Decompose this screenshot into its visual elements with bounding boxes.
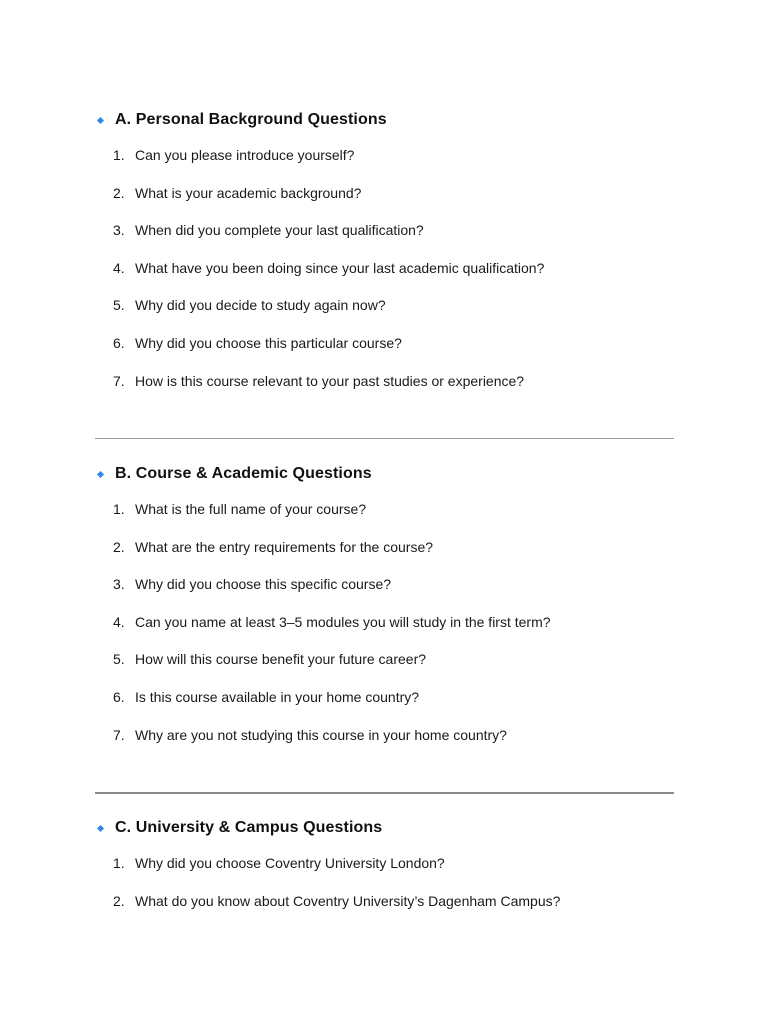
question-number: 1. xyxy=(113,501,125,517)
question-text: Why did you choose this particular course? xyxy=(135,334,402,351)
question-item xyxy=(95,575,675,613)
section-heading xyxy=(95,463,675,485)
question-number: 3. xyxy=(113,222,125,239)
question-text: Why did you choose Coventry University London? xyxy=(135,855,445,871)
section-university-campus xyxy=(95,817,675,929)
question-number: 2. xyxy=(113,892,125,909)
question-number: 4. xyxy=(113,259,125,276)
section-divider xyxy=(95,438,674,439)
question-text: Why are you not studying this course in your home country? xyxy=(135,726,507,743)
question-number: 2. xyxy=(113,538,125,555)
question-text: What have you been doing since your last academic qualification? xyxy=(135,259,545,276)
question-text: Is this course available in your home country? xyxy=(135,688,420,705)
diamond-bullet-icon xyxy=(97,116,104,123)
question-list xyxy=(95,854,675,929)
question-item xyxy=(95,221,675,259)
section-personal-background xyxy=(95,109,675,409)
question-text: Can you name at least 3–5 modules you will study in the first term? xyxy=(135,613,551,630)
question-item xyxy=(95,538,675,576)
section-heading-text: C. University & Campus Questions xyxy=(115,819,383,836)
question-text: How is this course relevant to your past studies or experience? xyxy=(135,372,525,389)
question-number: 3. xyxy=(113,576,125,593)
question-text: How will this course benefit your future career? xyxy=(135,651,427,668)
section-heading xyxy=(95,817,675,839)
section-heading xyxy=(95,109,675,131)
diamond-bullet-icon xyxy=(97,824,104,831)
question-item xyxy=(95,892,675,930)
question-text: Why did you choose this specific course? xyxy=(135,576,392,593)
diamond-bullet-icon xyxy=(97,470,104,477)
question-text: Can you please introduce yourself? xyxy=(135,147,355,163)
question-item xyxy=(95,650,675,688)
section-divider xyxy=(95,792,674,794)
question-number: 4. xyxy=(113,613,125,630)
question-item xyxy=(95,372,675,410)
question-item xyxy=(95,184,675,222)
question-text: What do you know about Coventry University’s Dagenham Campus? xyxy=(135,892,561,909)
question-list xyxy=(95,146,675,409)
section-heading-text: A. Personal Background Questions xyxy=(115,111,387,128)
question-number: 6. xyxy=(113,688,125,705)
question-number: 5. xyxy=(113,297,125,314)
question-item xyxy=(95,854,675,892)
question-item xyxy=(95,613,675,651)
question-number: 2. xyxy=(113,184,125,201)
question-item xyxy=(95,259,675,297)
question-number: 7. xyxy=(113,372,125,389)
question-item xyxy=(95,146,675,184)
question-item xyxy=(95,334,675,372)
question-item xyxy=(95,296,675,334)
section-heading-text: B. Course & Academic Questions xyxy=(115,465,372,482)
question-number: 1. xyxy=(113,147,125,163)
section-course-academic xyxy=(95,463,675,763)
question-text: What are the entry requirements for the course? xyxy=(135,538,434,555)
question-number: 1. xyxy=(113,855,125,871)
question-text: What is the full name of your course? xyxy=(135,501,367,517)
question-list xyxy=(95,500,675,763)
question-text: When did you complete your last qualification? xyxy=(135,222,424,239)
question-item xyxy=(95,688,675,726)
question-number: 6. xyxy=(113,334,125,351)
question-item xyxy=(95,726,675,764)
question-number: 7. xyxy=(113,726,125,743)
question-text: Why did you decide to study again now? xyxy=(135,297,386,314)
question-number: 5. xyxy=(113,651,125,668)
question-text: What is your academic background? xyxy=(135,184,362,201)
question-item xyxy=(95,500,675,538)
